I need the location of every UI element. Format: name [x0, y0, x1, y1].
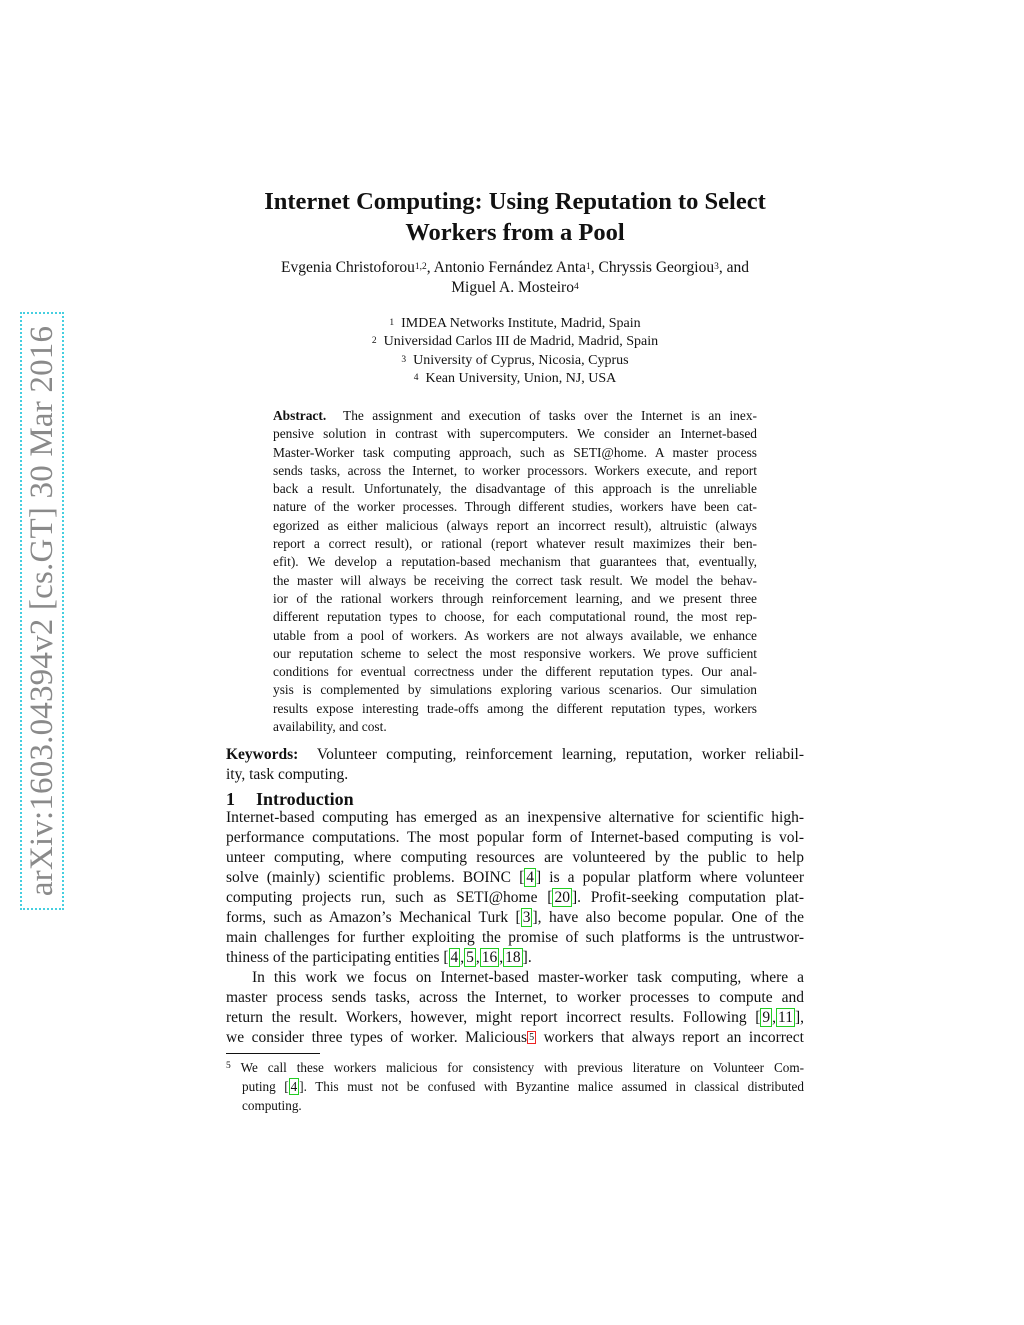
body-text: we consider three types of worker. Malicious — [226, 1029, 528, 1046]
author-line-1 — [226, 258, 804, 278]
author-line-2 — [226, 278, 804, 298]
author-name: , Antonio Fernández Anta — [426, 259, 587, 276]
citation-separator: , — [772, 1009, 777, 1026]
citation-link[interactable]: 11 — [778, 1009, 793, 1026]
affiliation-text: IMDEA Networks Institute, Madrid, Spain — [401, 316, 641, 331]
body-line: master process sends tasks, across the Internet, to worker processes to compute and — [226, 989, 804, 1006]
keywords-line: ity, task computing. — [226, 766, 349, 783]
affiliation-item — [226, 333, 804, 351]
abstract-line: report a correct result), or rational (report whatever result maximizes their ben- — [273, 536, 757, 552]
section-number: 1 — [226, 789, 235, 809]
affiliation-text: Kean University, Union, NJ, USA — [425, 370, 617, 386]
abstract-line: availability, and cost. — [273, 719, 387, 735]
citation-separator: , — [499, 949, 504, 966]
body-text: ] is a popular platform where volunteer — [536, 869, 804, 886]
footnote-text: We call these workers malicious for consistency with previous literature on Volunteer Com- — [240, 1060, 804, 1075]
affiliation-number: 3 — [401, 354, 407, 365]
title-line-2: Workers from a Pool — [405, 219, 625, 246]
section-title: Introduction — [256, 789, 354, 809]
body-text: computing projects run, such as SETI@home [ — [226, 889, 553, 906]
abstract-line: utable from a pool of workers. As workers are not always available, we enhance — [273, 627, 757, 643]
keywords — [226, 745, 804, 785]
body-line: Internet-based computing has emerged as an inexpensive alternative for scientific high- — [226, 809, 804, 826]
footnote-text: puting [ — [242, 1079, 289, 1094]
author-affil-mark: 1,2 — [414, 262, 427, 272]
keywords-label: Keywords: — [226, 746, 299, 763]
body-text: ], — [794, 1009, 804, 1026]
footnote-line — [226, 1077, 804, 1096]
body-line — [226, 1028, 804, 1048]
citation-link[interactable]: 3 — [522, 909, 531, 926]
affiliation-number: 4 — [413, 372, 419, 383]
keywords-line — [226, 745, 804, 765]
abstract-line: the master will always be receiving the correct task result. We model the behav- — [273, 572, 757, 588]
body-text: ], have also become popular. One of the — [532, 909, 804, 926]
body-line: unteer computing, where computing resources are volunteered by the public to help — [226, 849, 804, 866]
paper-title — [226, 186, 804, 248]
footnote — [226, 1058, 804, 1115]
abstract-line: back a result. Unfortunately, the disadvantage of this approach is the unreliable — [273, 481, 757, 497]
abstract-line: sends tasks, across the Internet, to worker processors. Workers execute, and report — [273, 462, 757, 478]
title-line-1: Internet Computing: Using Reputation to Select — [264, 188, 766, 215]
affiliation-text: Universidad Carlos III de Madrid, Madrid, Spain — [383, 334, 659, 350]
abstract-line: ysis is complemented by simulations exploring various scenarios. Our simulation — [273, 682, 757, 698]
citation-link[interactable]: 16 — [481, 949, 498, 966]
author-name: , Chryssis Georgiou — [590, 259, 715, 276]
abstract-line: nature of the worker processes. Through different studies, workers have been cat- — [273, 499, 757, 515]
citation-link[interactable]: 20 — [554, 889, 570, 906]
body-text: solve (mainly) scientific problems. BOINC [ — [226, 869, 525, 886]
arxiv-stamp[interactable]: arXiv:1603.04394v2 [cs.GT] 30 Mar 2016 — [20, 312, 64, 910]
body-line — [226, 888, 804, 908]
abstract-text: The assignment and execution of tasks over the Internet is an inex- — [343, 408, 757, 423]
abstract-label: Abstract. — [273, 408, 327, 423]
body-text: workers that always report an incorrect — [536, 1029, 804, 1046]
body-text: ]. Profit-seeking computation plat- — [571, 889, 804, 906]
abstract-line: Master-Worker task computing approach, such as SETI@home. A master process — [273, 444, 757, 460]
abstract-line: pensive solution in contrast with supercomputers. We consider an Internet-based — [273, 426, 757, 442]
arxiv-stamp-container — [20, 312, 64, 910]
footnote-number: 5 — [226, 1061, 231, 1071]
footnote-text: ]. This must not be confused with Byzantine malice assumed in classical distributed — [299, 1079, 804, 1094]
abstract — [273, 407, 757, 736]
citation-link[interactable]: 4 — [290, 1079, 298, 1094]
author-affil-mark: 3 — [714, 262, 719, 272]
body-line: In this work we focus on Internet-based master-worker task computing, where a — [252, 969, 804, 986]
body-text: return the result. Workers, however, might report incorrect results. Following [ — [226, 1009, 761, 1026]
abstract-line — [273, 407, 757, 425]
author-affil-mark: 1 — [586, 262, 591, 272]
citation-separator: , — [475, 949, 480, 966]
abstract-line: egorized as either malicious (always report an incorrect result), altruistic (always — [273, 517, 757, 533]
citation-separator: , — [460, 949, 465, 966]
body-text: ]. — [522, 949, 532, 966]
abstract-line: ior of the rational workers through reinforcement learning, and we present three — [273, 590, 757, 606]
citation-link[interactable]: 18 — [505, 949, 521, 966]
affiliation-list — [226, 315, 804, 388]
author-name: Miguel A. Mosteiro — [451, 279, 574, 296]
body-line — [226, 868, 804, 888]
body-line — [226, 1008, 804, 1028]
footnote-link[interactable]: 5 — [529, 1032, 535, 1043]
author-conjunction: , and — [718, 259, 749, 276]
citation-link[interactable]: 5 — [466, 949, 474, 966]
affiliation-number: 1 — [389, 318, 395, 328]
footnote-line — [226, 1058, 804, 1077]
affiliation-item — [226, 315, 804, 333]
citation-link[interactable]: 4 — [450, 949, 459, 966]
author-name: Evgenia Christoforou — [281, 259, 415, 276]
introduction-body — [226, 808, 804, 1048]
abstract-line: efit). We develop a reputation-based mechanism that guarantees that, eventually, — [273, 554, 757, 570]
section-heading — [226, 788, 354, 810]
body-text: forms, such as Amazon’s Mechanical Turk [ — [226, 909, 521, 926]
footnote-line: computing. — [242, 1098, 302, 1113]
affiliation-text: University of Cyprus, Nicosia, Cyprus — [413, 352, 629, 368]
abstract-line: our reputation scheme to select the most responsive workers. We prove sufficient — [273, 645, 757, 661]
citation-link[interactable]: 9 — [762, 1009, 771, 1026]
affiliation-number: 2 — [371, 336, 377, 347]
footnote-divider — [226, 1053, 320, 1054]
author-list — [226, 258, 804, 298]
body-line — [226, 948, 804, 968]
abstract-line: different reputation types to choose, for each computational round, the most rep- — [273, 609, 757, 625]
abstract-line: results expose interesting trade-offs among the different reputation types, workers — [273, 700, 757, 716]
author-affil-mark: 4 — [573, 282, 579, 292]
abstract-line: conditions for eventual correctness under the different reputation types. Our anal- — [273, 664, 757, 680]
citation-link[interactable]: 4 — [526, 869, 535, 886]
affiliation-item — [226, 352, 804, 370]
body-line — [226, 908, 804, 928]
body-line: performance computations. The most popular form of Internet-based computing is vol- — [226, 829, 804, 846]
body-text: thiness of the participating entities [ — [226, 949, 449, 966]
body-line: main challenges for further exploiting the promise of such platforms is the untrustwor- — [226, 929, 804, 946]
affiliation-item — [226, 370, 804, 388]
keywords-text: Volunteer computing, reinforcement learning, reputation, worker reliabil- — [316, 746, 805, 763]
